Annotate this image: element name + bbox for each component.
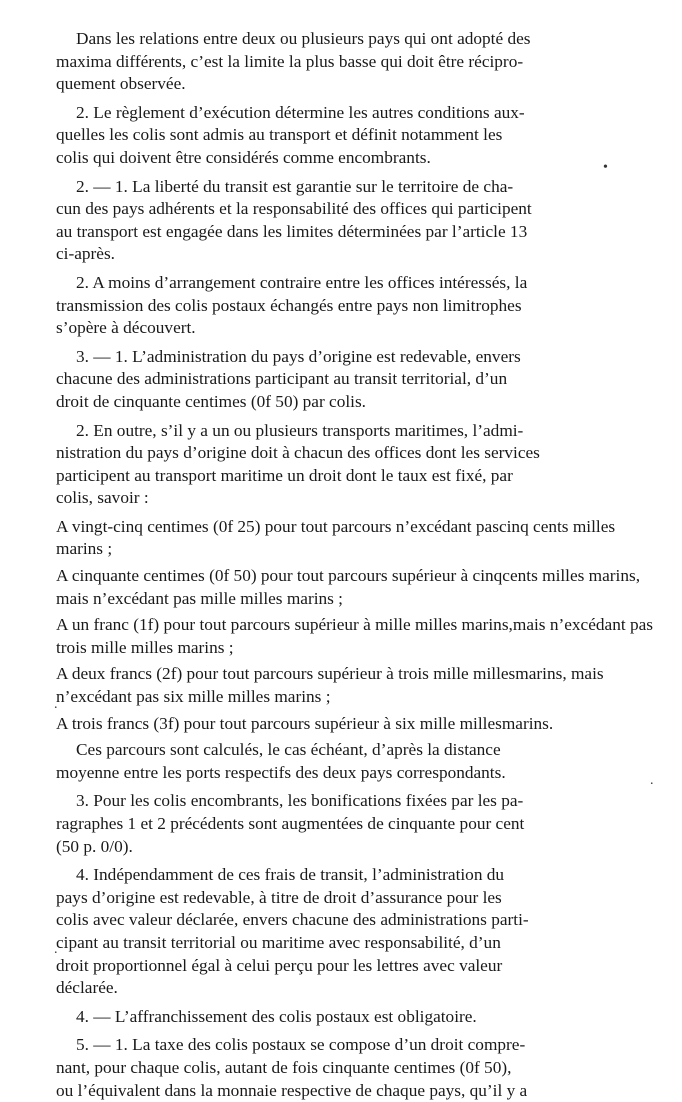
paragraph [56,790,666,858]
tariff-item [56,614,666,659]
text-line: A deux francs (2f) pour tout parcours supérieur à trois mille milles [56,664,516,684]
tariff-item [56,663,666,708]
text-line: maxima différents, c’est la limite la plus basse qui doit être récipro- [56,51,524,71]
tariff-item [56,516,666,561]
text-line: Dans les relations entre deux ou plusieurs pays qui ont adopté des [76,29,531,48]
text-line: 4. — L’affranchissement des colis postaux est obligatoire. [76,1006,477,1026]
paragraph [56,1034,666,1102]
text-line: nant, pour chaque colis, autant de fois cinquante centimes (0f 50), [56,1057,512,1077]
text-line: 3. — 1. L’administration du pays d’origine est redevable, envers [76,346,521,366]
text-line: colis, savoir : [56,488,149,508]
text-line: A trois francs (3f) pour tout parcours supérieur à six mille milles [56,713,502,733]
paragraph [56,1006,666,1029]
text-line: (50 p. 0/0). [56,836,133,856]
text-line: colis qui doivent être considérés comme encombrants. [56,147,431,167]
text-line: droit de cinquante centimes (0f 50) par colis. [56,391,366,411]
text-line: s’opère à découvert. [56,318,196,338]
text-line: participent au transport maritime un droit dont le taux est fixé, par [56,465,513,485]
paragraph [56,346,666,414]
paragraph [56,102,666,170]
text-line: 4. Indépendamment de ces frais de transit, l’administration du [76,865,505,885]
text-line: A cinquante centimes (0f 50) pour tout parcours supérieur à cinq [56,566,503,586]
text-line: déclarée. [56,978,118,998]
text-line: ou l’équivalent dans la monnaie respective de chaque pays, qu’il y a [56,1080,528,1100]
text-line: 2. — 1. La liberté du transit est garantie sur le territoire de cha- [76,176,514,196]
text-line: 5. — 1. La taxe des colis postaux se compose d’un droit compre- [76,1035,526,1055]
paragraph [56,739,666,784]
text-line: nistration du pays d’origine doit à chacun des offices dont les services [56,443,540,463]
paragraph [56,864,666,1000]
text-line: 2. En outre, s’il y a un ou plusieurs transports maritimes, l’admi- [76,420,524,440]
text-line: marins, mais n’excédant pas six mille milles marins ; [56,664,604,707]
text-line: cents milles marins, mais n’excédant pas mille milles marins ; [56,566,641,608]
text-line: Ces parcours sont calculés, le cas échéant, d’après la distance [76,740,501,760]
text-line: droit proportionnel égal à celui perçu pour les lettres avec valeur [56,955,503,975]
text-line: 2. Le règlement d’exécution détermine les autres conditions aux- [76,102,525,122]
paragraph [56,176,666,266]
stray-mark: . [650,773,654,788]
text-line: chacune des administrations participant au transit territorial, d’un [56,369,508,389]
tariff-item [56,713,666,736]
tariff-item [56,565,666,610]
text-line: moyenne entre les ports respectifs des deux pays correspondants. [56,762,506,782]
text-line: pays d’origine est redevable, à titre de droit d’assurance pour les [56,887,502,907]
paragraph [56,272,666,340]
text-line: au transport est engagée dans les limites déterminées par l’article 13 [56,221,528,241]
text-line: quelles les colis sont admis au transport et définit notamment les [56,125,503,145]
text-line: colis avec valeur déclarée, envers chacune des administrations parti- [56,910,529,930]
text-line: cipant au transit territorial ou maritime avec responsabilité, d’un [56,932,501,952]
text-line: A vingt-cinq centimes (0f 25) pour tout parcours n’excédant pas [56,516,499,536]
text-line: cun des pays adhérents et la responsabilité des offices qui participent [56,199,532,219]
text-line: transmission des colis postaux échangés entre pays non limitrophes [56,295,522,315]
stray-mark: • [603,160,608,175]
text-line: ci-après. [56,244,116,264]
stray-mark: . [54,942,58,957]
text-line: cinq cents milles marins ; [56,516,616,559]
text-line: A un franc (1f) pour tout parcours supérieur à mille milles marins, [56,615,513,635]
paragraph [56,28,666,96]
text-line: marins. [501,713,554,733]
stray-mark: . [54,697,58,712]
text-line: 2. A moins d’arrangement contraire entre les offices intéressés, la [76,272,528,292]
text-line: mais n’excédant pas trois mille milles marins ; [56,615,653,657]
text-line: quement observée. [56,74,186,94]
paragraph [56,420,666,510]
text-line: 3. Pour les colis encombrants, les bonifications fixées par les pa- [76,791,524,811]
text-line: ragraphes 1 et 2 précédents sont augmentées de cinquante pour cent [56,814,525,833]
document-body [56,28,666,1102]
